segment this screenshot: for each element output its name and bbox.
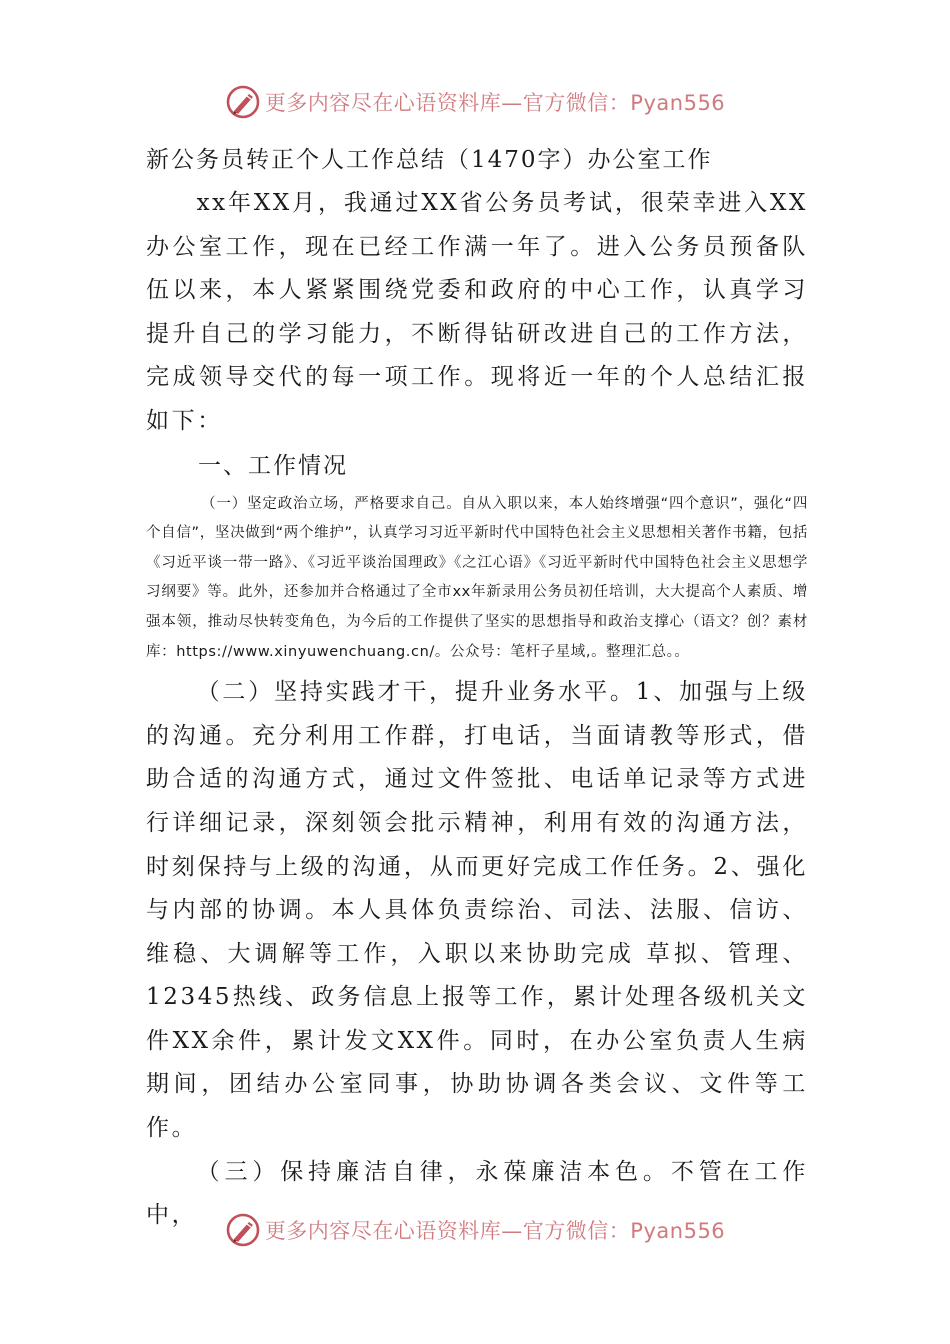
item-2-paragraph: （二）坚持实践才干，提升业务水平。1、加强与上级的沟通。充分利用工作群，打电话，当面请教等形式，借助合适的沟通方式，通过文件签批、电话单记录等方式进行详细记录，深刻领会批示精神，利用有效的沟通方法，时刻保持与上级的沟通，从而更好完成工作任务。2、强化与内部的协调。本人具体负责综治、司法、法服、信访、维稳、大调解等工作，入职以来协助完成 草拟、管理、12345热线、政务信息上报等工作，累计处理各级机关文件XX余件，累计发文XX件。同时，在办公室负责人生病期间，团结办公室同事，协助协调各类会议、文件等工作。 [146, 679, 808, 1142]
watermark-text: 更多内容尽在心语资料库—官方微信：Pyan556 [264, 91, 726, 115]
watermark-text: 更多内容尽在心语资料库—官方微信：Pyan556 [264, 1219, 726, 1243]
footer-watermark [0, 1210, 950, 1250]
header-watermark [0, 82, 950, 122]
document-body [146, 138, 808, 1238]
section-heading-work-status: 一、工作情况 [198, 452, 348, 479]
pen-logo-icon [225, 84, 261, 120]
item-3-paragraph: （三）保持廉洁自律，永葆廉洁本色。不管在工作中， [146, 1158, 808, 1229]
document-title: 新公务员转正个人工作总结（1470字）办公室工作 [146, 147, 713, 173]
pen-logo-icon [225, 1212, 261, 1248]
item-1-paragraph: （一）坚定政治立场，严格要求自己。自从入职以来，本人始终增强“四个意识”，强化“四个自信”，坚决做到“两个维护”，认真学习习近平新时代中国特色社会主义思想相关著作书籍，包括《习近平谈一带一路》、《习近平谈治国理政》《之江心语》《习近平新时代中国特色社会主义思想学习纲要》等。此外，还参加并合格通过了全市xx年新录用公务员初任培训，大大提高个人素质、增强本领，推动尽快转变角色，为今后的工作提供了坚实的思想指导和政治支撑心（语文？创？素材库：https://www.xinyuwenchuang.cn/。公众号：笔杆子星域,。整理汇总。。 [146, 495, 808, 660]
intro-paragraph: xx年XX月，我通过XX省公务员考试，很荣幸进入XX办公室工作，现在已经工作满一年了。进入公务员预备队伍以来，本人紧紧围绕党委和政府的中心工作，认真学习提升自己的学习能力，不断得钻研改进自己的工作方法，完成领导交代的每一项工作。现将近一年的个人总结汇报如下： [146, 190, 808, 434]
